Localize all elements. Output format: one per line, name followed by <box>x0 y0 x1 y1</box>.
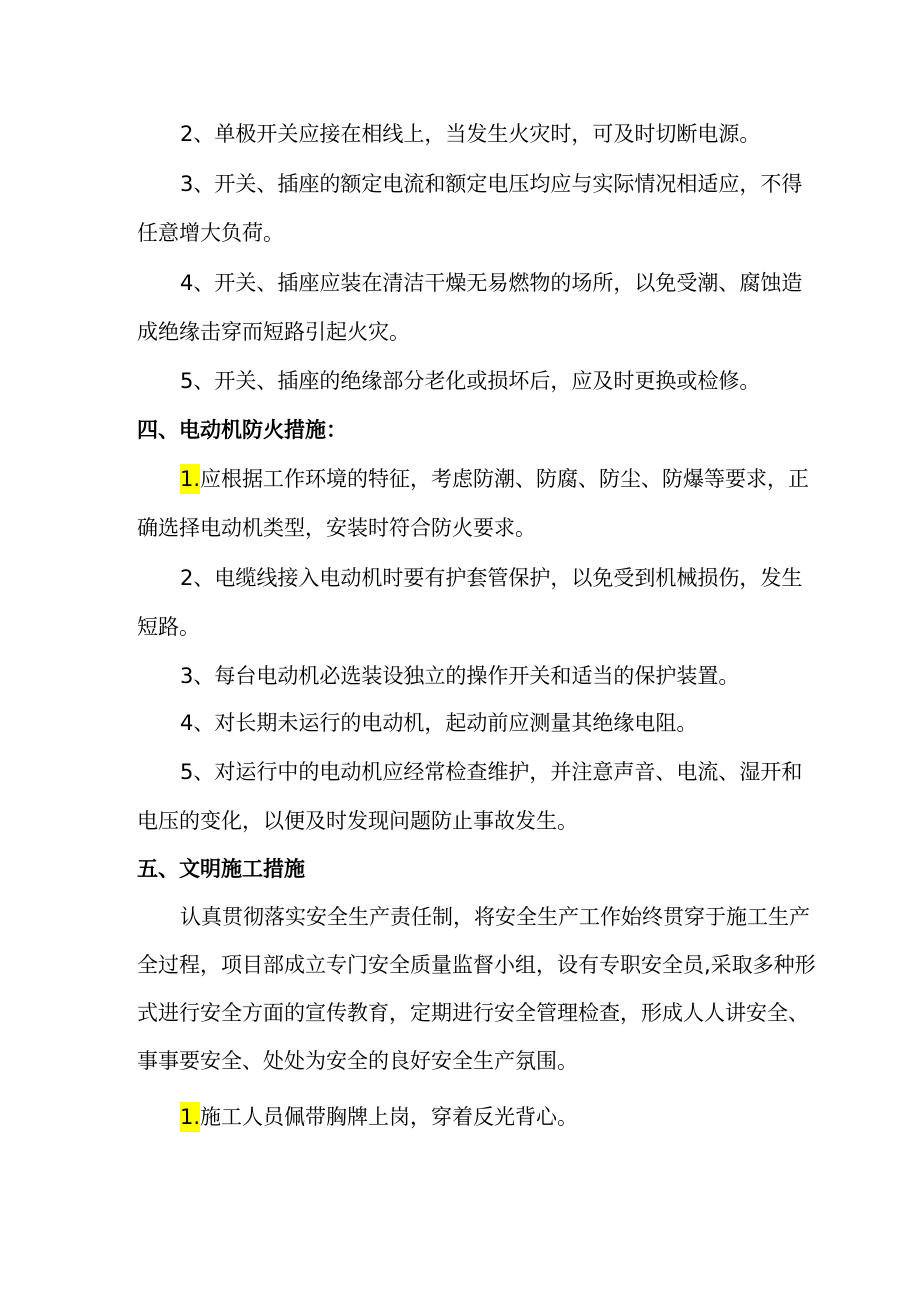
motor-item-4: 4、对长期未运行的电动机，起动前应测量其绝缘电阻。 <box>180 711 698 735</box>
motor-item-3: 3、每台电动机必选装设独立的操作开关和适当的保护装置。 <box>180 664 740 688</box>
motor-item-1-line-2: 确选择电动机类型，安装时符合防火要求。 <box>137 516 536 540</box>
civil-paragraph-line-4: 事事要安全、处处为安全的良好安全生产氛围。 <box>137 1049 578 1073</box>
motor-item-2-line-1: 2、电缆线接入电动机时要有护套管保护，以免受到机械损伤，发生 <box>180 566 803 590</box>
switch-item-4-line-1: 4、开关、插座应装在清洁干燥无易燃物的场所，以免受潮、腐蚀造 <box>180 271 803 295</box>
motor-item-1-line-1 <box>180 463 920 495</box>
switch-item-3-line-1: 3、开关、插座的额定电流和额定电压均应与实际情况相适应，不得 <box>180 172 803 196</box>
motor-item-2-line-2: 短路。 <box>137 615 200 639</box>
section-heading-civil: 五、文明施工措施 <box>137 857 305 881</box>
switch-item-5: 5、开关、插座的绝缘部分老化或损坏后，应及时更换或检修。 <box>180 369 761 393</box>
civil-paragraph-line-2: 全过程，项目部成立专门安全质量监督小组，设有专职安全员,采取多种形 <box>137 953 816 977</box>
civil-item-1-text: 施工人员佩带胸牌上岗，穿着反光背心。 <box>200 1105 579 1129</box>
section-heading-motor: 四、电动机防火措施： <box>137 418 347 442</box>
motor-item-5-line-1: 5、对运行中的电动机应经常检查维护，并注意声音、电流、湿开和 <box>180 760 803 784</box>
motor-item-1-text: 应根据工作环境的特征，考虑防潮、防腐、防尘、防爆等要求，正 <box>200 467 810 491</box>
civil-paragraph-line-3: 式进行安全方面的宣传教育，定期进行安全管理检查，形成人人讲安全、 <box>137 1001 809 1025</box>
highlight-marker: 1. <box>180 1102 200 1132</box>
switch-item-3-line-2: 任意增大负荷。 <box>137 221 284 245</box>
civil-paragraph-line-1: 认真贯彻落实安全生产责任制，将安全生产工作始终贯穿于施工生产 <box>180 905 810 929</box>
switch-item-2: 2、单极开关应接在相线上，当发生火灾时，可及时切断电源。 <box>180 122 761 146</box>
switch-item-4-line-2: 成绝缘击穿而短路引起火灾。 <box>137 320 410 344</box>
highlight-marker: 1. <box>180 464 200 494</box>
motor-item-5-line-2: 电压的变化，以便及时发现问题防止事故发生。 <box>137 809 578 833</box>
civil-item-1 <box>180 1101 920 1133</box>
